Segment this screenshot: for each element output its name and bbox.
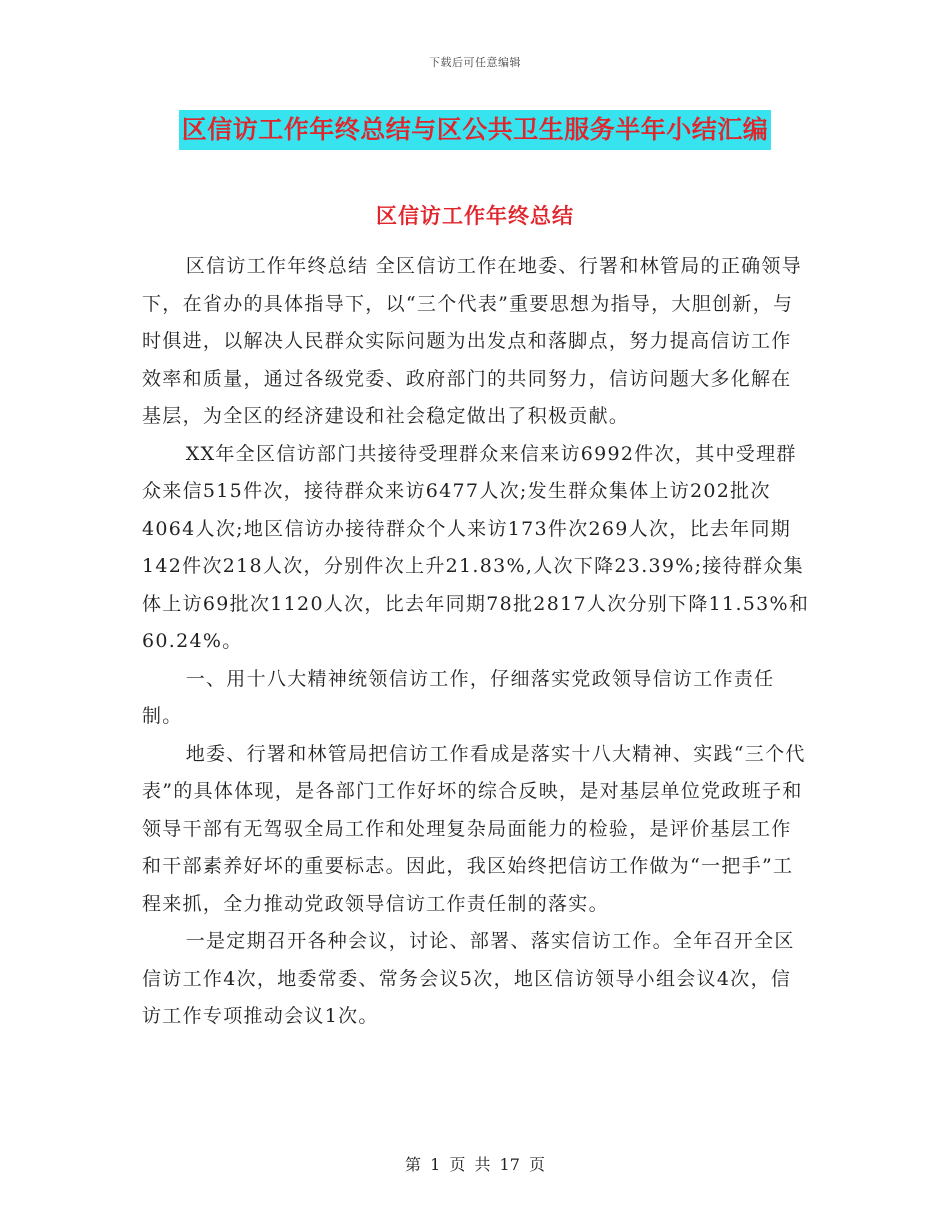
document-body [142,248,810,1036]
page-number: 第 1 页 共 17 页 [405,1155,545,1174]
section-title: 区信访工作年终总结 [376,203,574,228]
paragraph: 地委、行署和林管局把信访工作看成是落实十八大精神、实践“三个代表”的具体体现，是各部门工作好坏的综合反映，是对基层单位党政班子和领导干部有无驾驭全局工作和处理复杂局面能力的检验，是评价基层工作和干部素养好坏的重要标志。因此，我区始终把信访工作做为“一把手”工程来抓，全力推动党政领导信访工作责任制的落实。 [142,742,806,915]
paragraph: 区信访工作年终总结 全区信访工作在地委、行署和林管局的正确领导下，在省办的具体指导下，以“三个代表”重要思想为指导，大胆创新，与时俱进，以解决人民群众实际问题为出发点和落脚点，努力提高信访工作效率和质量，通过各级党委、政府部门的共同努力，信访问题大多化解在基层，为全区的经济建设和社会稳定做出了积极贡献。 [142,255,803,427]
header-note: 下载后可任意编辑 [429,56,521,69]
document-title-container [0,110,950,150]
document-title: 区信访工作年终总结与区公共卫生服务半年小结汇编 [179,110,772,150]
paragraph: 一是定期召开各种会议，讨论、部署、落实信访工作。全年召开全区信访工作4次，地委常委、常务会议5次，地区信访领导小组会议4次，信访工作专项推动会议1次。 [142,930,795,1027]
paragraph: 一、用十八大精神统领信访工作，仔细落实党政领导信访工作责任制。 [142,667,775,727]
paragraph: XX年全区信访部门共接待受理群众来信来访6992件次，其中受理群众来信515件次，接待群众来访6477人次;发生群众集体上访202批次4064人次;地区信访办接待群众个人来访173件次269人次，比去年同期142件次218人次，分别件次上升21.83%,人次下降23.39%;接待群众集体上访69批次1120人次，比去年同期78批2817人次分别下降11.53%和60.24%。 [142,442,810,652]
